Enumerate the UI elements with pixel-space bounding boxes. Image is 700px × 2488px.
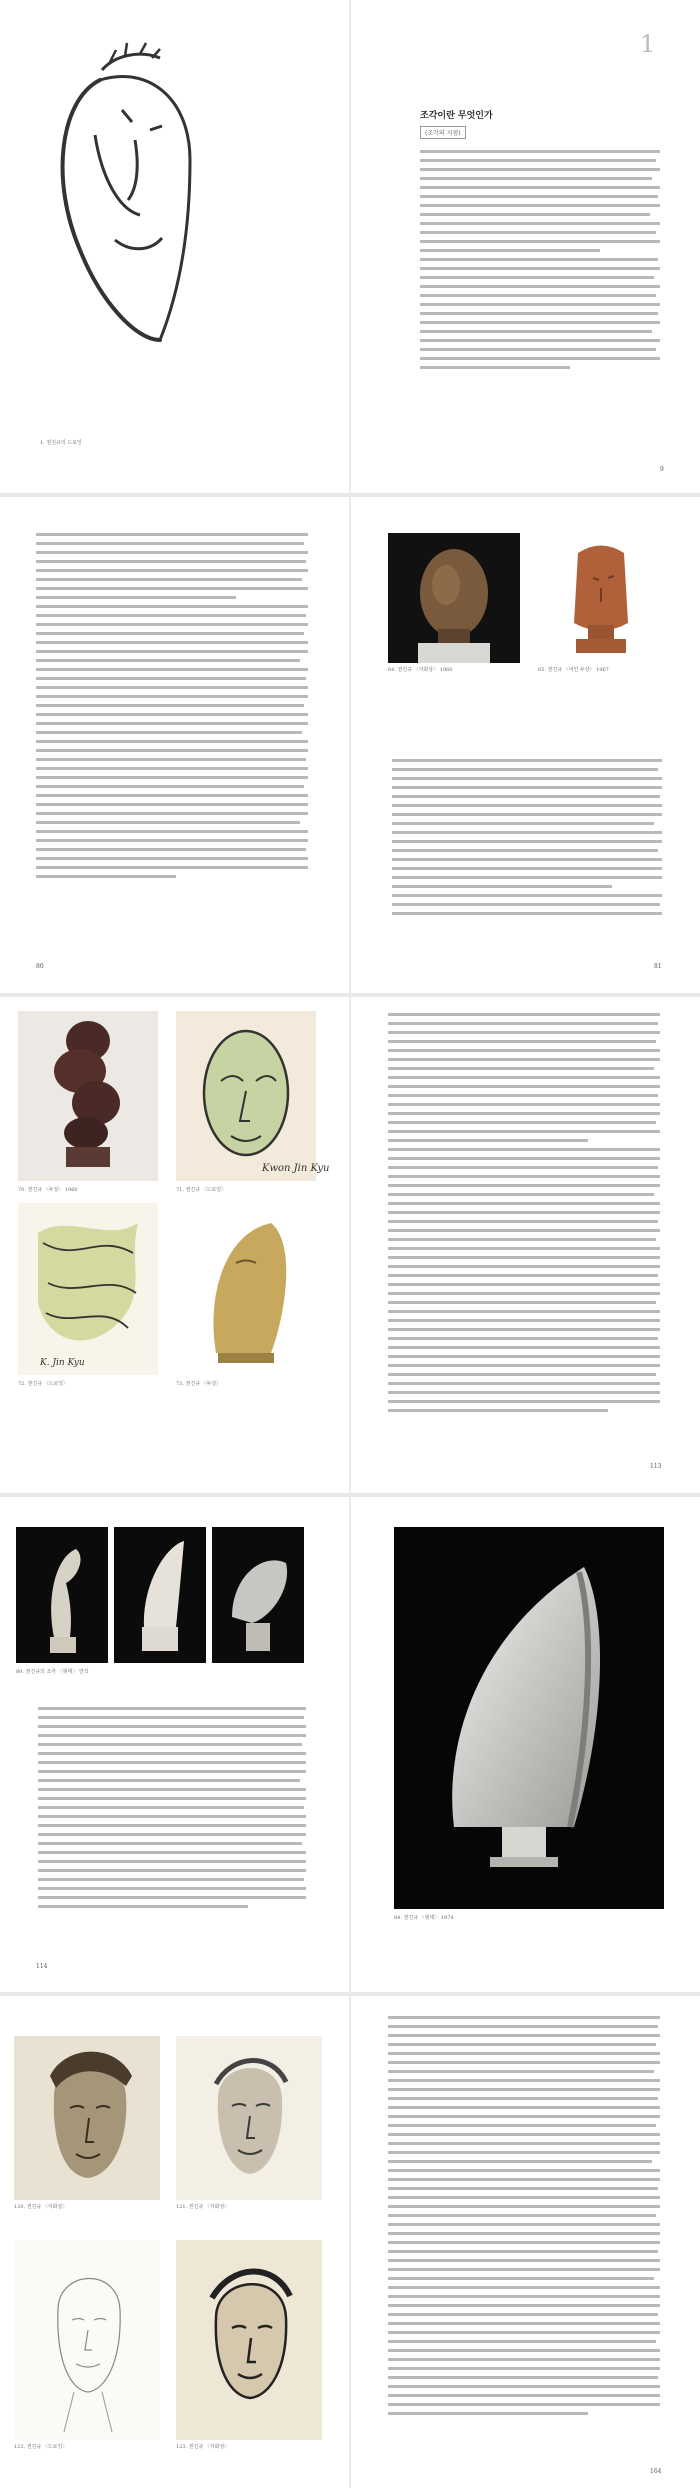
photo-form-3 (212, 1527, 304, 1663)
body-text-left (36, 533, 308, 884)
spread-1 (0, 0, 700, 493)
book-gutter (349, 997, 351, 1493)
spread-2 (0, 497, 700, 993)
page-number-left: 80 (36, 963, 44, 970)
spread-4 (0, 1497, 700, 1992)
chapter-number: 1 (640, 30, 656, 58)
photo-form-1 (16, 1527, 108, 1663)
caption-white-form: 84. 권진규 〈형태〉 1974 (394, 1915, 454, 1921)
photo-bronze-head (388, 533, 520, 663)
drawing-portrait-1 (14, 2036, 160, 2200)
caption-terracotta-head: 65. 권진규 〈여인 두상〉 1967 (538, 667, 609, 673)
caption-3: 122. 권진규 〈드로잉〉 (14, 2444, 68, 2450)
book-gutter (349, 0, 351, 493)
book-gutter (349, 1497, 351, 1992)
section-title: 조각이란 무엇인가 (420, 111, 493, 121)
spread-5 (0, 1996, 700, 2488)
photo-terracotta-head (538, 533, 664, 663)
page-number-right: 113 (650, 1463, 662, 1470)
signature-k: K. Jin Kyu (40, 1358, 85, 1368)
caption-4: 73. 권진규 〈두상〉 (176, 1381, 222, 1387)
caption-2: 71. 권진규 〈드로잉〉 (176, 1187, 227, 1193)
signature-kwon: Kwon Jin Kyu (262, 1163, 330, 1174)
photo-form-2 (114, 1527, 206, 1663)
photo-dark-sculpture (18, 1011, 158, 1181)
book-gutter (349, 497, 351, 993)
drawing-green-head (176, 1011, 330, 1181)
drawing-portrait-3 (14, 2240, 160, 2440)
caption-2: 121. 권진규 〈자화상〉 (176, 2204, 230, 2210)
caption-3: 72. 권진규 〈드로잉〉 (18, 1381, 69, 1387)
spread-3 (0, 997, 700, 1493)
caption-form-row: 80. 권진규의 조각 〈형태〉 연작 (16, 1669, 89, 1675)
drawing-green-abstract (18, 1203, 158, 1375)
body-text-block (420, 150, 660, 375)
page-number: 9 (660, 466, 664, 473)
section-tag: (조각의 지점) (420, 126, 466, 139)
drawing-portrait-4 (176, 2240, 322, 2440)
page-number-left: 114 (36, 1963, 48, 1970)
drawing-portrait-2 (176, 2036, 322, 2200)
drawing-figure-face (40, 40, 210, 360)
figure-caption: 1. 권진규의 드로잉 (40, 440, 82, 446)
photo-yellow-sculpture (176, 1203, 316, 1375)
caption-4: 123. 권진규 〈자화상〉 (176, 2444, 230, 2450)
caption-1: 120. 권진규 〈자화상〉 (14, 2204, 68, 2210)
page-number-right: 81 (654, 963, 662, 970)
body-text-left (38, 1707, 306, 1914)
body-text-right (388, 1013, 660, 1418)
caption-1: 70. 권진규 〈두상〉 1960 (18, 1187, 78, 1193)
photo-white-form-large (394, 1527, 664, 1909)
caption-bronze-head: 64. 권진규 〈자화상〉 1960 (388, 667, 453, 673)
body-text-right (392, 759, 662, 921)
book-gutter (349, 1996, 351, 2488)
body-text-right (388, 2016, 660, 2421)
page-number-right: 164 (650, 2468, 662, 2475)
